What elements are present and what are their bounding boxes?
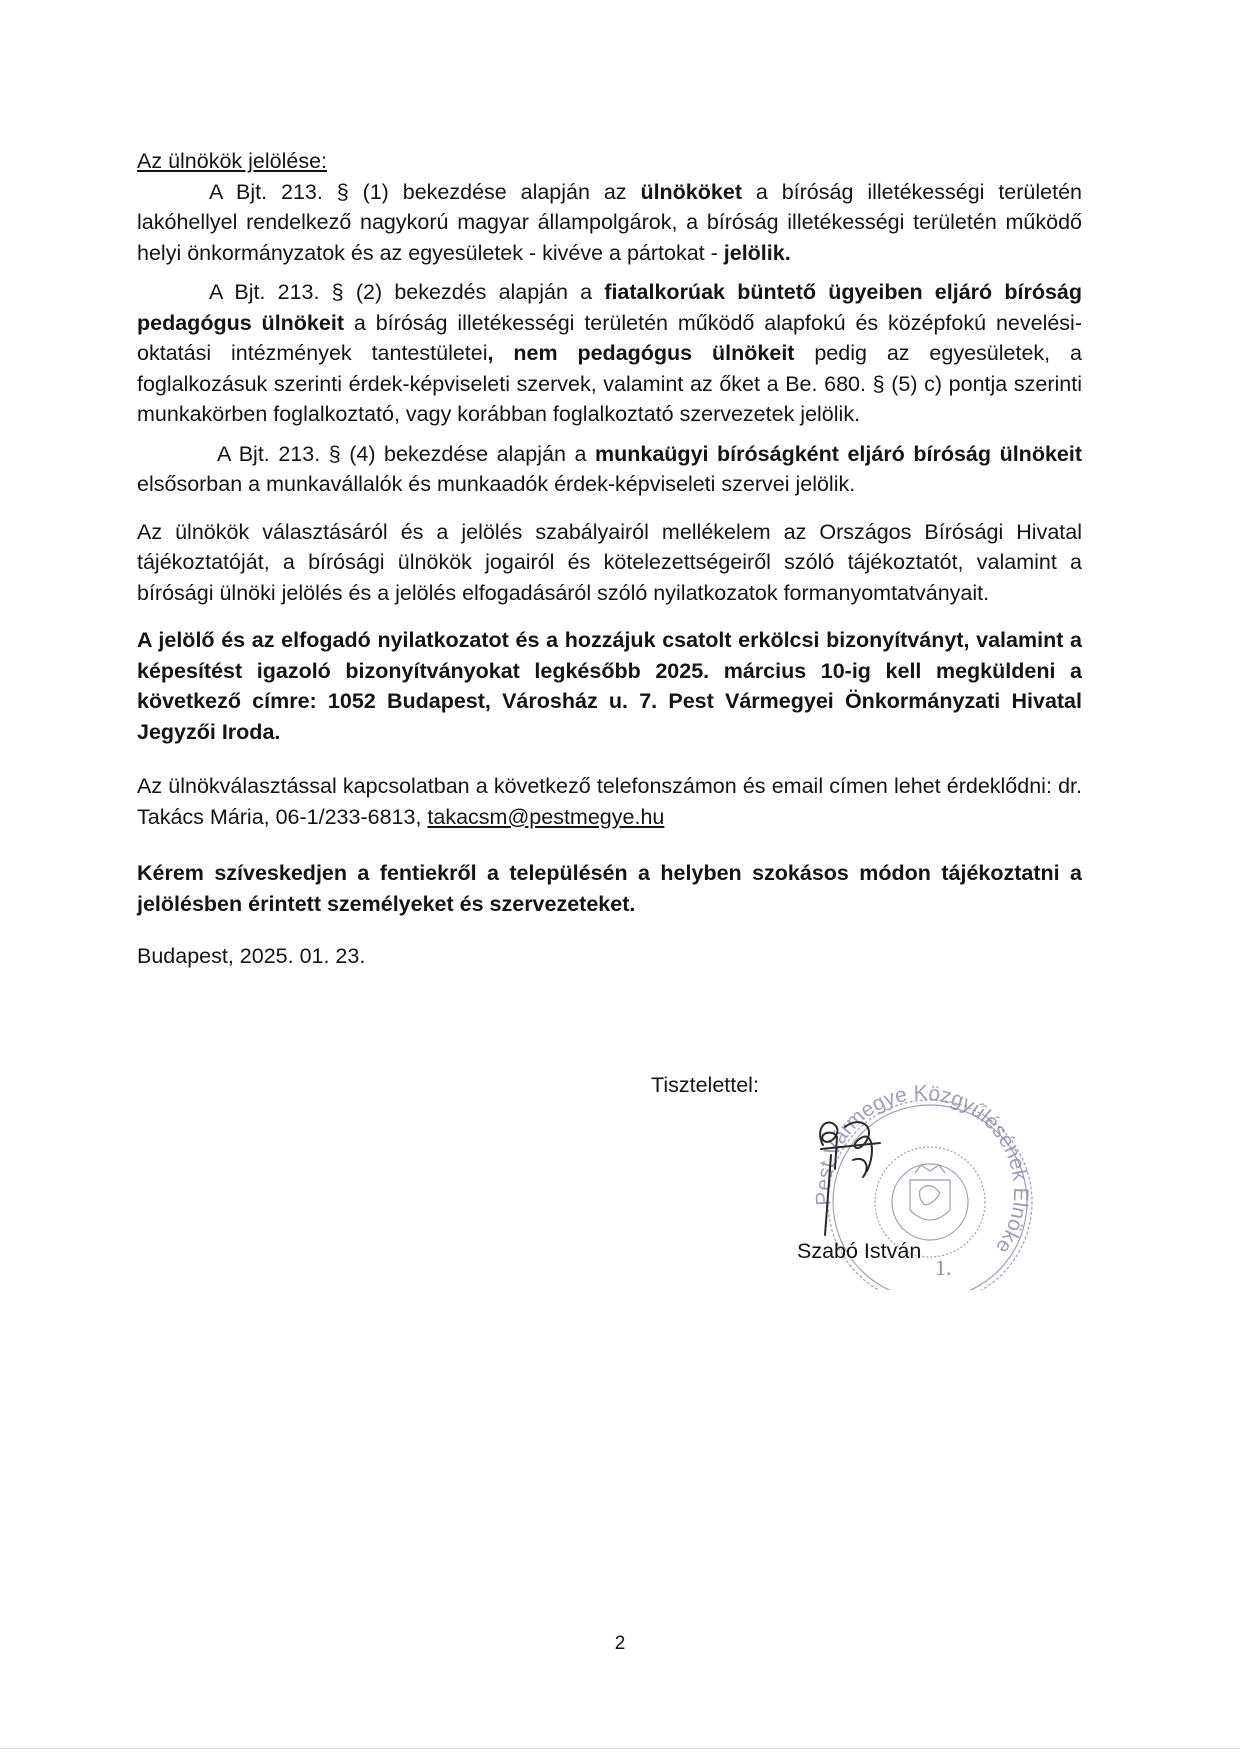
signer-name: Szabó István <box>797 1239 922 1263</box>
letter-body <box>137 146 1082 972</box>
paragraph-4: Az ülnökök választásáról és a jelölés szabályairól mellékelem az Országos Bírósági Hivatal tájékoztatóját, a bírósági ülnökök jogairól és kötelezettségeiről szóló tájékoztatót, valamint a bírósági ülnöki jelölés és a jelölés elfogadásáról szóló nyilatkozatok formanyomtatványait. <box>137 519 1082 605</box>
paragraph-request: Kérem szíveskedjen a fentiekről a településén a helyben szokásos módon tájékoztatni a jelölésben érintett személyeket és szervezeteket. <box>137 861 1082 916</box>
stamp-number: 1. <box>935 1255 952 1280</box>
paragraph-3: A Bjt. 213. § (4) bekezdése alapján a munkaügyi bíróságként eljáró bíróság ülnökeit elsősorban a munkavállalók és munkaadók érdek-képviseleti szervei jelölik. <box>137 441 1082 496</box>
letter-date: Budapest, 2025. 01. 23. <box>137 944 366 968</box>
paragraph-1: A Bjt. 213. § (1) bekezdése alapján az ülnököket a bíróság illetékességi területén lakóhellyel rendelkező nagykorú magyar állampolgárok, a bíróság illetékességi területén működő helyi önkormányzatok és az egyesületek - kivéve a pártokat - jelölik. <box>137 179 1082 265</box>
page-edge-divider <box>0 1748 1240 1749</box>
paragraph-2: A Bjt. 213. § (2) bekezdés alapján a fiatalkorúak büntető ügyeiben eljáró bíróság pedagógus ülnökeit a bíróság illetékességi területén működő alapfokú és középfokú nevelési-oktatási intézmények tantestületei, nem pedagógus ülnökeit pedig az egyesületek, a foglalkozásuk szerinti érdek-képviseleti szervek, valamint az őket a Be. 680. § (5) c) pontja szerinti munkakörben foglalkoztató, vagy korábban foglalkoztató szervezetek jelölik. <box>137 280 1083 426</box>
paragraph-contact: Az ülnökválasztással kapcsolatban a következő telefonszámon és email címen lehet érdeklődni: dr. Takács Mária, 06-1/233-6813, takacsm@pestmegye.hu <box>137 774 1082 829</box>
contact-email-link[interactable]: takacsm@pestmegye.hu <box>427 804 665 829</box>
page-number: 2 <box>614 1633 626 1654</box>
paragraph-deadline: A jelölő és az elfogadó nyilatkozatot és a hozzájuk csatolt erkölcsi bizonyítványt, valamint a képesítést igazoló bizonyítványokat legkésőbb 2025. március 10-ig kell megküldeni a következő címre: 1052 Budapest, Városház u. 7. Pest Vármegyei Önkormányzati Hivatal Jegyzői Iroda. <box>137 628 1082 744</box>
stamp-text: Pest Vármegye Közgyűlésének Elnöke <box>811 1085 1033 1258</box>
closing-greeting: Tisztelettel: <box>651 1073 759 1097</box>
section-heading: Az ülnökök jelölése: <box>137 149 328 173</box>
